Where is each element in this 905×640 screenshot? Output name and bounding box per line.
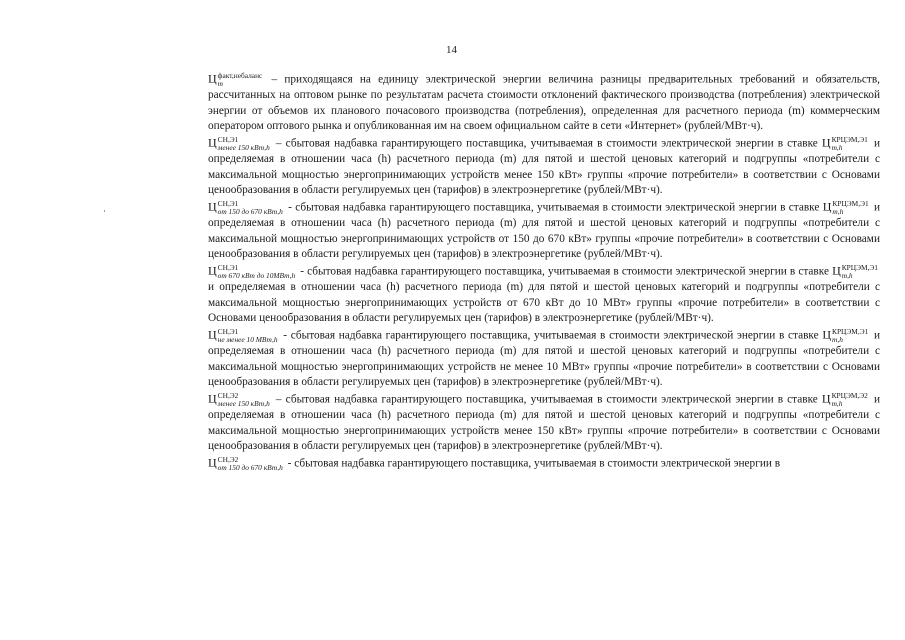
symbol-base: Ц: [208, 327, 217, 342]
symbol-sn-e2: [208, 392, 272, 408]
symbol-base: Ц: [208, 391, 217, 406]
paragraph-text: - сбытовая надбавка гарантирующего поставщика, учитываемая в стоимости электрической энергии в: [284, 457, 781, 470]
document-body: [208, 72, 880, 473]
paragraph-e1-less-150: [208, 136, 880, 199]
symbol-sn-e1: [208, 328, 280, 344]
paragraph-e2-150-670: [208, 456, 880, 472]
symbol-krcem-e1: [832, 264, 880, 280]
symbol-superscript: СН,Э1: [217, 262, 239, 272]
paragraph-text: - сбытовая надбавка гарантирующего поставщика, учитываемая в стоимости электрической энергии в ставке: [297, 265, 833, 278]
symbol-krcem-e2: [822, 392, 870, 408]
symbol-base: Ц: [208, 135, 217, 150]
symbol-subscript: m,h: [841, 270, 853, 280]
paragraph-fact-imbalance: [208, 72, 880, 135]
paragraph-text: и определяемая в отношении часа (h) расчетного периода (m) для пятой и шестой ценовых категорий и подгруппы «потребители с максимальной мощностью энергопринимающих устройств не менее 10 МВт» группы «прочие потребители» в соответствии с Основами ценообразования в области регулируемых цен (тарифов) в электроэнергетике (рублей/МВт·ч).: [208, 329, 880, 389]
paragraph-e1-150-670: [208, 200, 880, 263]
symbol-krcem-e1: [823, 200, 871, 216]
symbol-base: Ц: [821, 135, 831, 150]
symbol-sn-e1: [208, 200, 285, 216]
paragraph-text: - сбытовая надбавка гарантирующего поставщика, учитываемая в стоимости электрической энергии в ставке: [284, 201, 823, 214]
symbol-subscript: m,h: [831, 142, 843, 152]
symbol-sn-e1: [208, 136, 272, 152]
paragraph-text: – сбытовая надбавка гарантирующего поставщика, учитываемая в стоимости электрической энергии в ставке: [271, 137, 822, 150]
symbol-base: Ц: [208, 263, 217, 278]
paragraph-text: – приходящаяся на единицу электрической энергии величина разницы предварительных требований и обязательств, рассчитанных на оптовом рынке по результатам расчета стоимости отклонений фактического производства (потребления) электрической энергии от объемов их планового почасового производства (потребления), определенная для расчетного периода (m) коммерческим оператором оптового рынка и опубликованная им на своем официальном сайте в сети «Интернет» (рублей/МВт·ч).: [208, 73, 880, 133]
symbol-superscript: факт,небаланс: [217, 71, 263, 80]
symbol-krcem-e1: [822, 328, 870, 344]
symbol-sn-e2: [208, 456, 285, 472]
symbol-base: Ц: [208, 199, 217, 214]
symbol-base: Ц: [821, 391, 831, 406]
symbol-subscript: m,h: [831, 398, 843, 408]
symbol-base: Ц: [822, 327, 832, 342]
symbol-subscript: от 150 до 670 кВт,h: [217, 206, 283, 216]
symbol-superscript: КРЦЭМ,Э2: [831, 390, 868, 400]
symbol-subscript: от 670 кВт до 10МВт,h: [217, 270, 296, 280]
paragraph-text: и определяемая в отношении часа (h) расчетного периода (m) для пятой и шестой ценовых категорий и подгруппы «потребители с максимальной мощностью энергопринимающих устройств менее 150 кВт» группы «прочие потребители» в соответствии с Основами ценообразования в области регулируемых цен (тарифов) в электроэнергетике (рублей/МВт·ч).: [208, 137, 880, 197]
symbol-superscript: СН,Э1: [217, 198, 239, 208]
symbol-superscript: КРЦЭМ,Э1: [841, 262, 878, 272]
symbol-subscript: m,h: [832, 206, 844, 216]
page-number: 14: [446, 44, 457, 56]
symbol-base: Ц: [208, 455, 217, 470]
symbol-base: Ц: [822, 199, 832, 214]
symbol-superscript: СН,Э2: [217, 390, 239, 400]
symbol-subscript: менее 150 кВт,h: [217, 398, 270, 408]
symbol-superscript: СН,Э1: [217, 326, 239, 336]
paragraph-text: - сбытовая надбавка гарантирующего поставщика, учитываемая в стоимости электрической энергии в ставке: [279, 329, 823, 342]
symbol-superscript: КРЦЭМ,Э1: [832, 326, 869, 336]
symbol-superscript: КРЦЭМ,Э1: [832, 198, 869, 208]
symbol-subscript: от 150 до 670 кВт,h: [217, 462, 283, 472]
symbol-krcem-e1: [822, 136, 870, 152]
symbol-superscript: СН,Э2: [217, 454, 239, 464]
symbol-sn-e1: [208, 264, 297, 280]
symbol-base: Ц: [832, 263, 841, 278]
symbol-subscript: менее 150 кВт,h: [217, 142, 270, 152]
symbol-superscript: СН,Э1: [217, 134, 239, 144]
margin-mark: [104, 210, 105, 212]
paragraph-text: – сбытовая надбавка гарантирующего поставщика, учитываемая в стоимости электрической энергии в ставке: [271, 393, 822, 406]
symbol-subscript: m,h: [832, 334, 843, 344]
symbol-superscript: КРЦЭМ,Э1: [831, 134, 868, 144]
paragraph-e1-670-10mw: [208, 264, 880, 327]
symbol-fact-imbalance: [208, 72, 264, 88]
paragraph-text: и определяемая в отношении часа (h) расчетного периода (m) для пятой и шестой ценовых категорий и подгруппы «потребители с максимальной мощностью энергопринимающих устройств от 150 до 670 кВт» группы «прочие потребители» в соответствии с Основами ценообразования в области регулируемых цен (тарифов) в электроэнергетике (рублей/МВт·ч).: [208, 201, 880, 261]
symbol-base: Ц: [208, 71, 217, 86]
symbol-subscript: m: [217, 79, 224, 88]
paragraph-e2-less-150: [208, 392, 880, 455]
symbol-subscript: не менее 10 МВт,h: [217, 334, 278, 344]
paragraph-text: и определяемая в отношении часа (h) расчетного периода (m) для пятой и шестой ценовых категорий и подгруппы «потребители с максимальной мощностью энергопринимающих устройств от 670 кВт до 10 МВт» группы «прочие потребители» в соответствии с Основами ценообразования в области регулируемых цен (тарифов) в электроэнергетике (рублей/МВт·ч).: [208, 281, 880, 325]
paragraph-text: и определяемая в отношении часа (h) расчетного периода (m) для пятой и шестой ценовых категорий и подгруппы «потребители с максимальной мощностью энергопринимающих устройств менее 150 кВт» группы «прочие потребители» в соответствии с Основами ценообразования в области регулируемых цен (тарифов) в электроэнергетике (рублей/МВт·ч).: [208, 393, 880, 453]
paragraph-e1-ge-10mw: [208, 328, 880, 391]
